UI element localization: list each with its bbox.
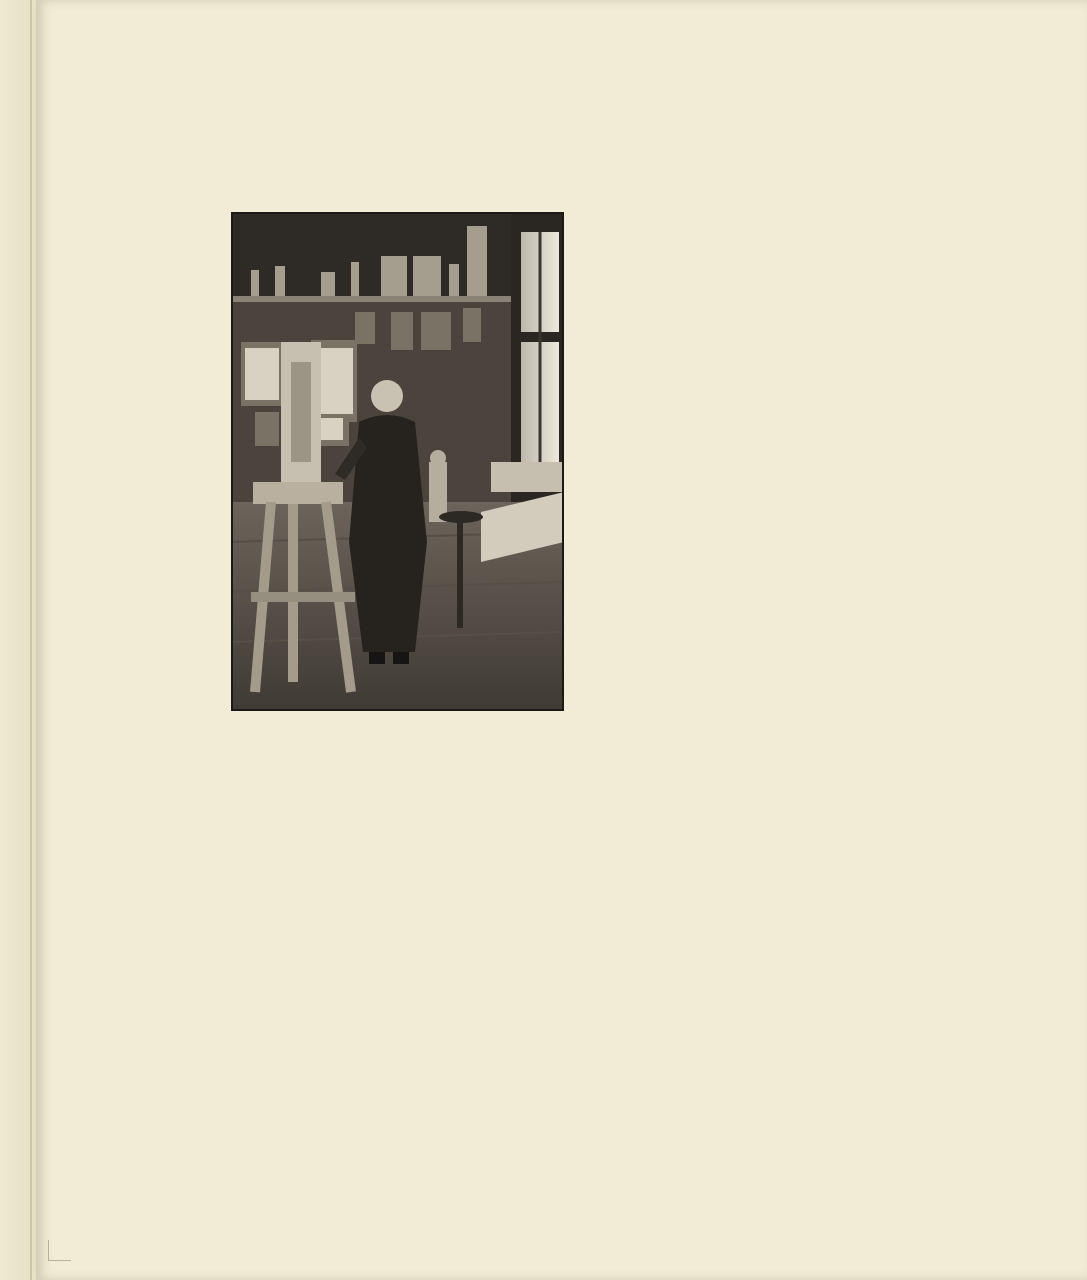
- workshop-photo-illustration: [231, 212, 564, 711]
- corner-mark: [48, 1240, 71, 1261]
- page-edge: [0, 0, 36, 1280]
- page-edge-line: [30, 0, 32, 1280]
- sculptor-workshop-photo: [231, 212, 564, 711]
